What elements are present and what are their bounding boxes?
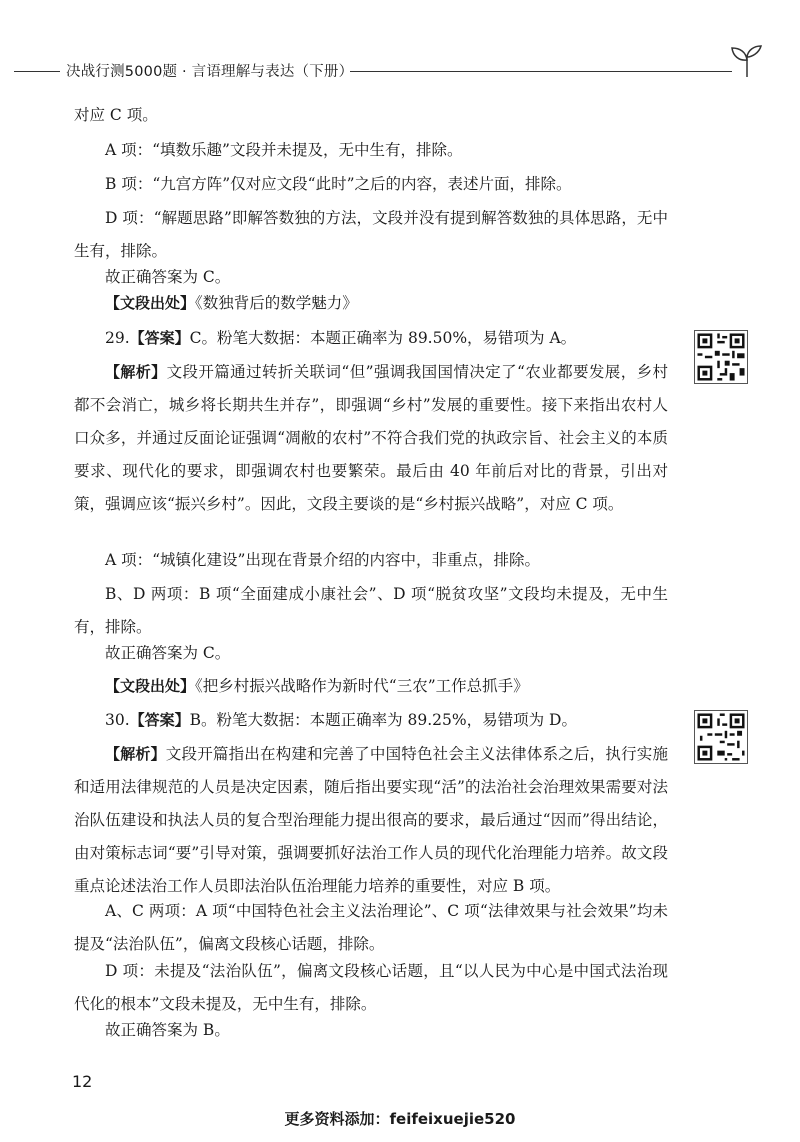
- paragraph: B、D 两项：B 项“全面建成小康社会”、D 项“脱贫攻坚”文段均未提及，无中生有，排除。: [74, 585, 668, 636]
- running-header: [0, 58, 800, 86]
- answer-text: C。粉笔大数据：本题正确率为 89.50%，易错项为 A。: [189, 329, 577, 347]
- paragraph: B 项：“九宫方阵”仅对应文段“此时”之后的内容，表述片面，排除。: [105, 175, 572, 193]
- source-line: [105, 287, 668, 320]
- analysis-label: 【解析】: [105, 745, 166, 763]
- page-number: 12: [72, 1072, 93, 1091]
- paragraph: A 项：“填数乐趣”文段并未提及，无中生有，排除。: [105, 141, 463, 159]
- paragraph: 故正确答案为 C。: [105, 644, 231, 662]
- analysis-paragraph: [74, 356, 668, 521]
- question-number: 30.: [105, 711, 130, 729]
- qr-code-icon[interactable]: [694, 330, 748, 384]
- header-rule-left: [14, 71, 60, 72]
- paragraph: A 项：“城镇化建设”出现在背景介绍的内容中，非重点，排除。: [105, 551, 540, 569]
- analysis-label: 【解析】: [105, 363, 167, 381]
- source-title: 《数独背后的数学魅力》: [195, 294, 358, 312]
- source-label: 【文段出处】: [105, 294, 196, 312]
- answer-label: 【答案】: [129, 329, 190, 347]
- header-title: 决战行测5000题 · 言语理解与表达（下册）: [66, 64, 354, 80]
- answer-text: B。粉笔大数据：本题正确率为 89.25%，易错项为 D。: [189, 711, 577, 729]
- analysis-text: 文段开篇通过转折关联词“但”强调我国国情决定了“农业都要发展，乡村都不会消亡，城乡将长期共生并存”，即强调“乡村”发展的重要性。接下来指出农村人口众多，并通过反面论证强调“凋敝的农村”不符合我们党的执政宗旨、社会主义的本质要求、现代化的要求，即强调农村也要繁荣。最后由 40 年前后对比的背景，引出对策，强调应该“振兴乡村”。因此，文段主要谈的是“乡村振兴战略”，对应 C 项。: [74, 363, 668, 513]
- paragraph: 故正确答案为 C。: [105, 268, 231, 286]
- answer-line: [105, 322, 668, 355]
- analysis-paragraph: [74, 738, 668, 903]
- qr-code-icon[interactable]: [694, 710, 748, 764]
- answer-label: 【答案】: [129, 711, 190, 729]
- source-line: [105, 670, 668, 703]
- sprout-icon: [729, 44, 765, 78]
- header-rule-right: [350, 71, 732, 72]
- source-label: 【文段出处】: [105, 677, 196, 695]
- paragraph: A、C 两项：A 项“中国特色社会主义法治理论”、C 项“法律效果与社会效果”均未提及“法治队伍”，偏离文段核心话题，排除。: [74, 902, 668, 953]
- answer-line: [105, 704, 668, 737]
- paragraph: D 项：未提及“法治队伍”，偏离文段核心话题，且“以人民为中心是中国式法治现代化的根本”文段未提及，无中生有，排除。: [74, 962, 668, 1013]
- paragraph: 故正确答案为 B。: [105, 1021, 230, 1039]
- question-number: 29.: [105, 329, 130, 347]
- analysis-text: 文段开篇指出在构建和完善了中国特色社会主义法律体系之后，执行实施和适用法律规范的人员是决定因素，随后指出要实现“活”的法治社会治理效果需要对法治队伍建设和执法人员的复合型治理能力提出很高的要求，最后通过“因而”得出结论，由对策标志词“要”引导对策，强调要抓好法治工作人员的现代化治理能力培养。故文段重点论述法治工作人员即法治队伍治理能力培养的重要性，对应 B 项。: [74, 745, 668, 895]
- watermark-text: 更多资料添加：feifeixuejie520: [284, 1110, 516, 1128]
- source-title: 《把乡村振兴战略作为新时代“三农”工作总抓手》: [195, 677, 529, 695]
- paragraph: D 项：“解题思路”即解答数独的方法，文段并没有提到解答数独的具体思路，无中生有，排除。: [74, 209, 668, 260]
- paragraph: 对应 C 项。: [74, 106, 158, 124]
